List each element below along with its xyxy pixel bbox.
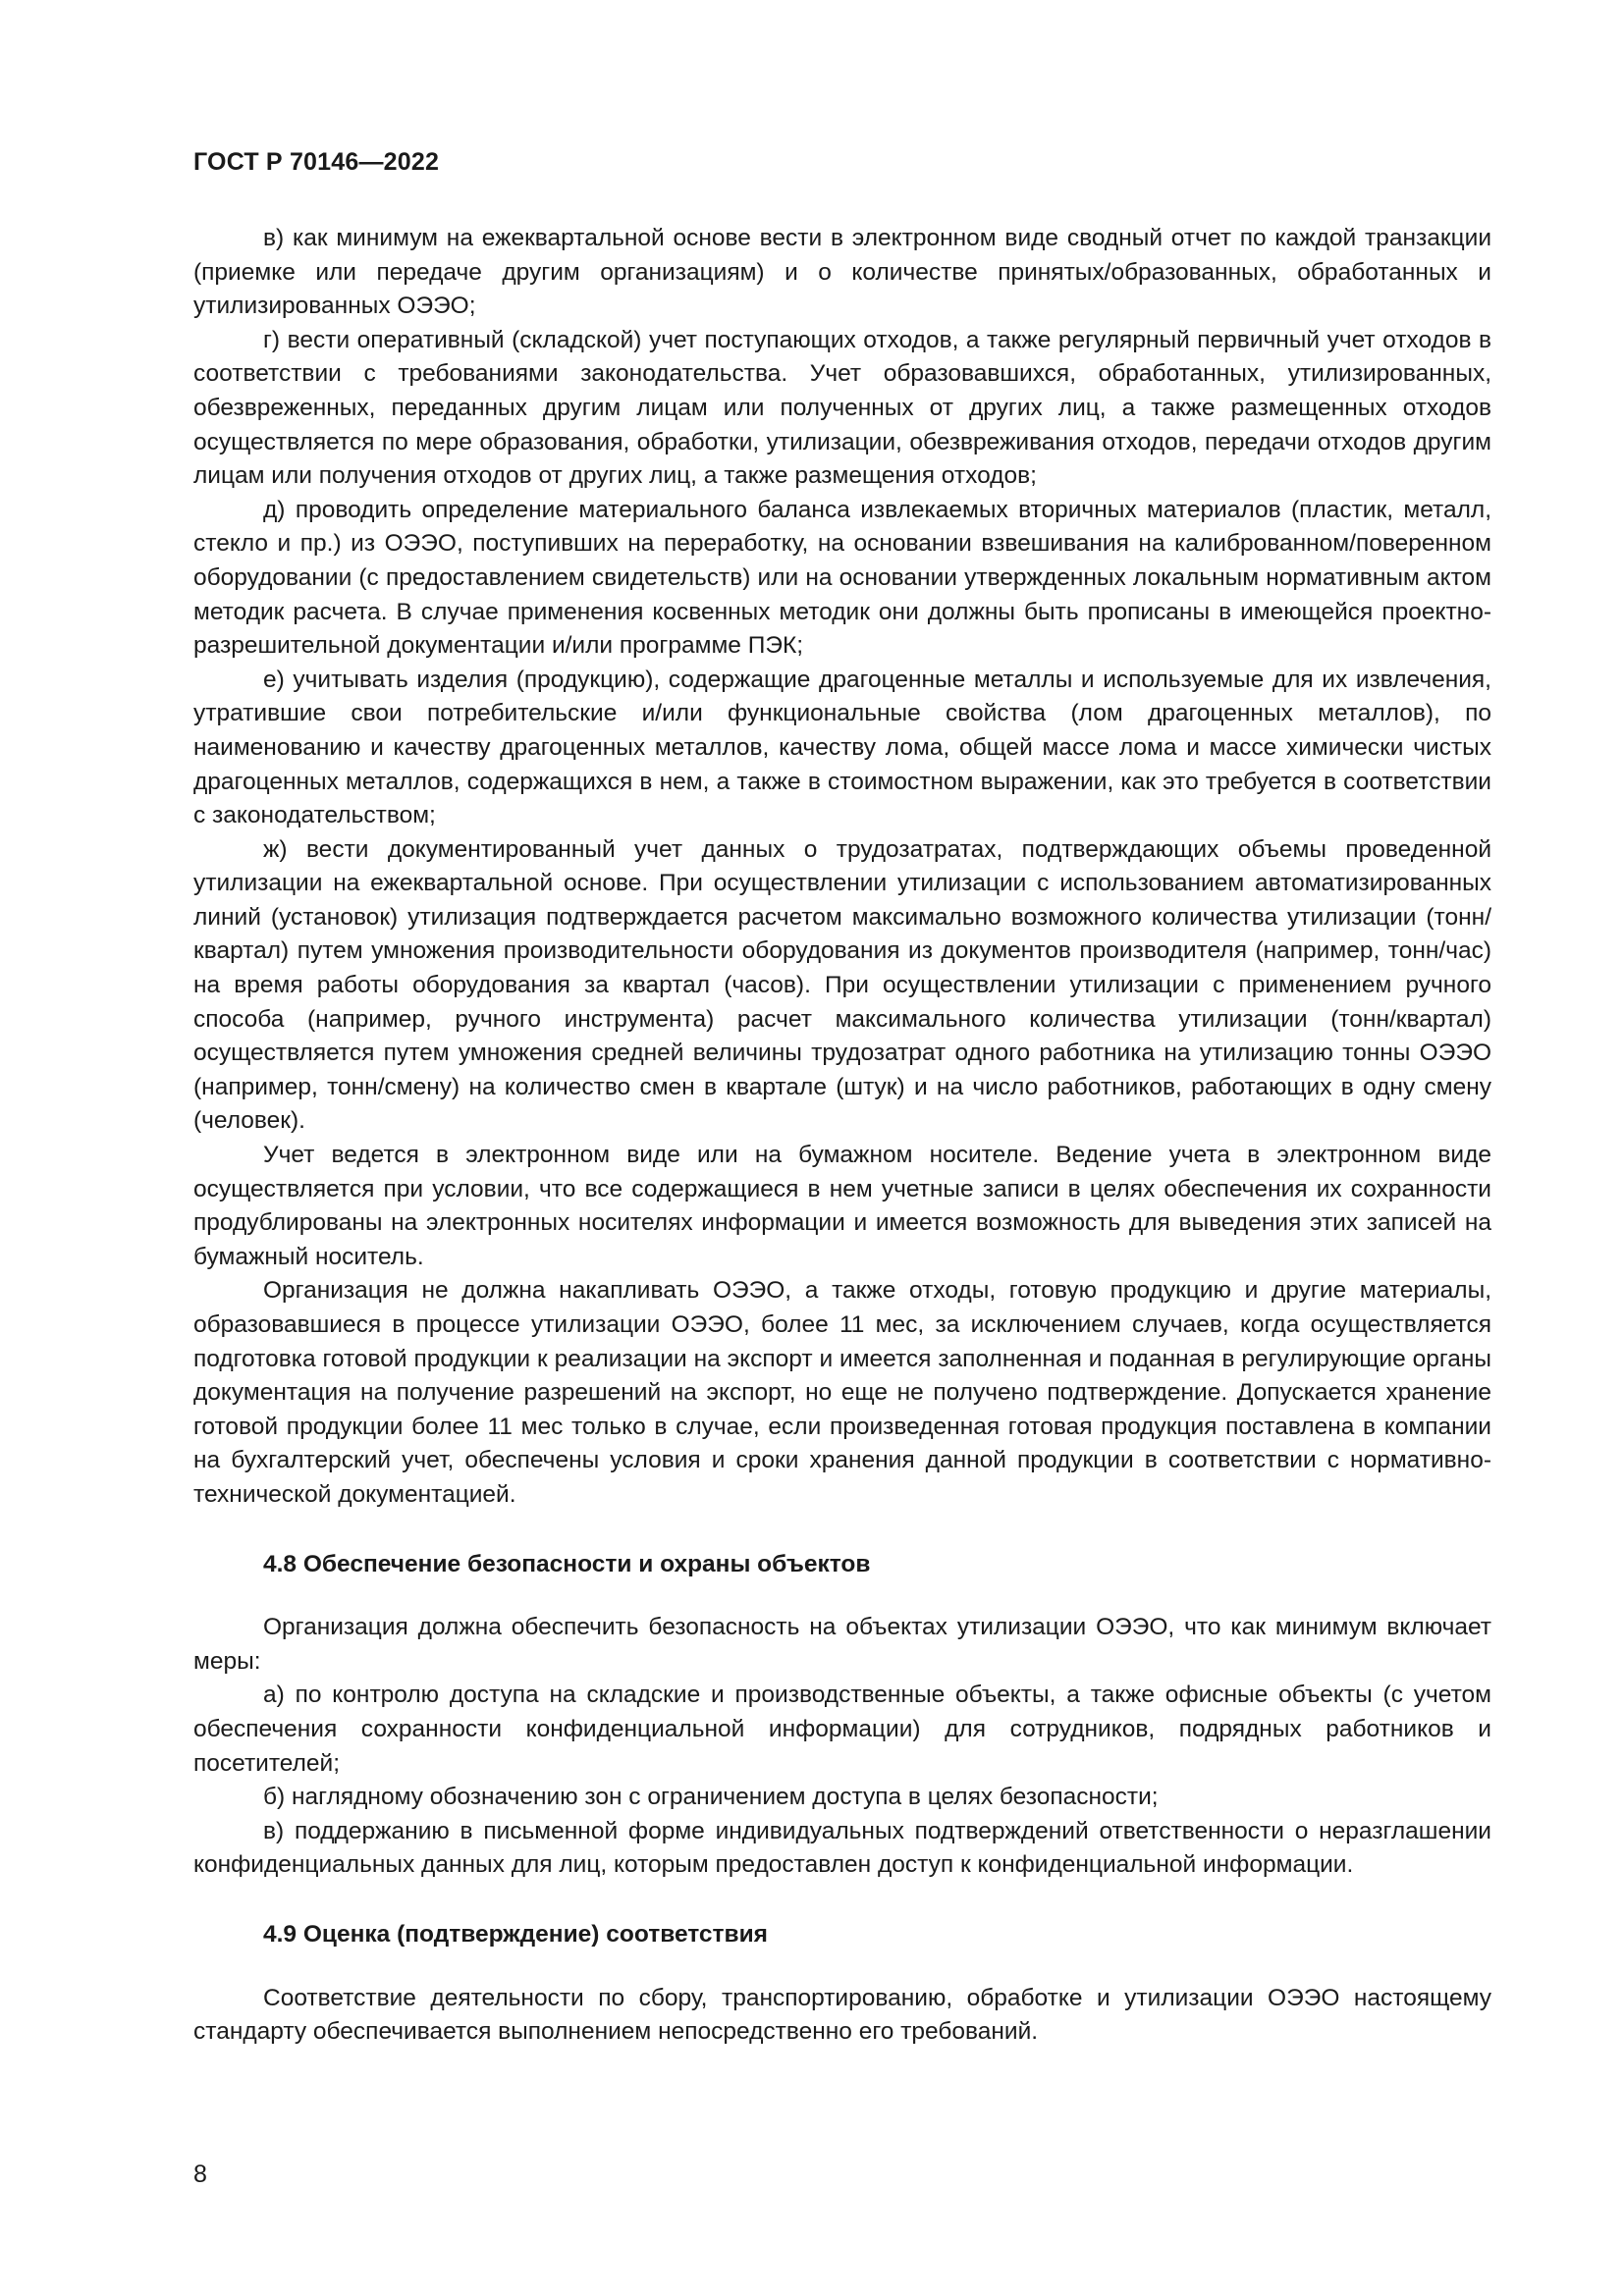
list-item-zh: ж) вести документированный учет данных о трудозатратах, подтверждающих объемы проведенной утилизации на ежеквартальной основе. При осуществлении утилизации с использованием автоматизированных линий (установок) утилизация подтверждается расчетом максимально возможного количества утилизации (тонн/квартал) путем умножения производительности оборудования из документов производителя (например, тонн/час) на время работы оборудования за квартал (часов). При осуществлении утилизации с применением ручного способа (например, ручного инструмента) расчет максимального количества утилизации (тонн/квартал) осуществляется путем умножения средней величины трудозатрат одного работника на утилизацию тонны ОЭЭО (например, тонн/смену) на количество смен в квартале (штук) и на число работников, работающих в одну смену (человек).	[193, 835, 1491, 1135]
section-4-8-item-v: в) поддержанию в письменной форме индивидуальных подтверждений ответственности о неразглашении конфиденциальных данных для лиц, которым предоставлен доступ к конфиденциальной информации.	[193, 1817, 1491, 1879]
list-item-e: е) учитывать изделия (продукцию), содержащие драгоценные металлы и используемые для их извлечения, утратившие свои потребительские и/или функциональные свойства (лом драгоценных металлов), по наименованию и качеству драгоценных металлов, качеству лома, общей массе лома и массе химически чистых драгоценных металлов, содержащихся в нем, а также в стоимостном выражении, как это требуется в соответствии с законодательством;	[193, 666, 1491, 829]
list-item-v: в) как минимум на ежеквартальной основе вести в электронном виде сводный отчет по каждой транзакции (приемке или передаче другим организациям) и о количестве принятых/образованных, обработанных и утилизированных ОЭЭО;	[193, 225, 1491, 320]
document-body	[193, 222, 1491, 2050]
section-4-8-intro: Организация должна обеспечить безопасность на объектах утилизации ОЭЭО, что как минимум включает меры:	[193, 1614, 1491, 1675]
paragraph-accounting: Учет ведется в электронном виде или на бумажном носителе. Ведение учета в электронном виде осуществляется при условии, что все содержащиеся в нем учетные записи в целях обеспечения их сохранности продублированы на электронных носителях информации и имеется возможность для выведения этих записей на бумажный носитель.	[193, 1142, 1491, 1270]
document-header: ГОСТ Р 70146—2022	[193, 148, 440, 176]
paragraph-storage: Организация не должна накапливать ОЭЭО, а также отходы, готовую продукцию и другие материалы, образовавшиеся в процессе утилизации ОЭЭО, более 11 мес, за исключением случаев, когда осуществляется подготовка готовой продукции к реализации на экспорт и имеется заполненная и поданная в регулирующие органы документация на получение разрешений на экспорт, но еще не получено подтверждение. Допускается хранение готовой продукции более 11 мес только в случае, если произведенная готовая продукция поставлена в компании на бухгалтерский учет, обеспечены условия и сроки хранения данной продукции в соответствии с нормативно-технической документацией.	[193, 1277, 1491, 1508]
list-item-g: г) вести оперативный (складской) учет поступающих отходов, а также регулярный первичный учет отходов в соответствии с требованиями законодательства. Учет образовавшихся, обработанных, утилизированных, обезвреженных, переданных другим лицам или полученных от других лиц, а также размещенных отходов осуществляется по мере образования, обработки, утилизации, обезвреживания отходов, передачи отходов другим лицам или получения отходов от других лиц, а также размещения отходов;	[193, 326, 1491, 490]
section-4-8-item-a: а) по контролю доступа на складские и производственные объекты, а также офисные объекты (с учетом обеспечения сохранности конфиденциальной информации) для сотрудников, подрядных работников и посетителей;	[193, 1682, 1491, 1777]
section-4-9-paragraph: Соответствие деятельности по сбору, транспортированию, обработке и утилизации ОЭЭО настоящему стандарту обеспечивается выполнением непосредственно его требований.	[193, 1984, 1491, 2046]
section-heading-4-8: 4.8 Обеспечение безопасности и охраны объектов	[263, 1550, 871, 1577]
section-heading-4-9: 4.9 Оценка (подтверждение) соответствия	[263, 1920, 768, 1948]
section-4-8-item-b: б) наглядному обозначению зон с ограничением доступа в целях безопасности;	[263, 1784, 1159, 1811]
list-item-d: д) проводить определение материального баланса извлекаемых вторичных материалов (пластик, металл, стекло и пр.) из ОЭЭО, поступивших на переработку, на основании взвешивания на калиброванном/поверенном оборудовании (с предоставлением свидетельств) или на основании утвержденных локальным нормативным актом методик расчета. В случае применения косвенных методик они должны быть прописаны в имеющейся проектно-разрешительной документации и/или программе ПЭК;	[193, 496, 1491, 660]
page-number: 8	[193, 2161, 207, 2188]
